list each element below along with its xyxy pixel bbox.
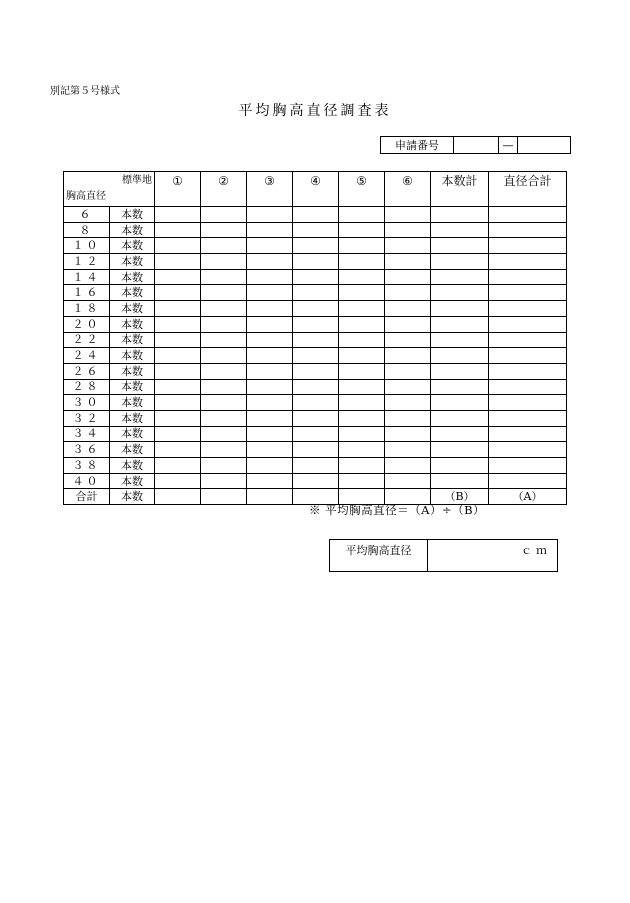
plot-4-entry-cell[interactable] bbox=[293, 301, 339, 317]
plot-6-entry-cell[interactable] bbox=[385, 395, 431, 411]
diameter-total-cell[interactable] bbox=[489, 442, 567, 458]
form-label: 別記第５号様式 bbox=[50, 86, 120, 97]
diameter-total-cell[interactable] bbox=[489, 426, 567, 442]
plot-5-entry-cell[interactable] bbox=[339, 332, 385, 348]
plot-4-entry-cell[interactable] bbox=[293, 254, 339, 270]
unit-cell: 本数 bbox=[110, 316, 155, 332]
plot-2-entry-cell[interactable] bbox=[201, 316, 247, 332]
table-row bbox=[64, 238, 567, 254]
plot-4-entry-cell[interactable] bbox=[293, 316, 339, 332]
diameter-total-cell[interactable] bbox=[489, 363, 567, 379]
plot-1-entry-cell[interactable] bbox=[155, 332, 201, 348]
plot-3-entry-cell[interactable] bbox=[247, 316, 293, 332]
unit-cell: 本数 bbox=[110, 301, 155, 317]
plot-6-entry-cell[interactable] bbox=[385, 222, 431, 238]
plot-5-entry-cell[interactable] bbox=[339, 458, 385, 474]
plot-5-entry-cell[interactable] bbox=[339, 207, 385, 223]
diameter-total-cell[interactable] bbox=[489, 301, 567, 317]
plot-1-entry-cell[interactable] bbox=[155, 442, 201, 458]
plot-6-entry-cell[interactable] bbox=[385, 379, 431, 395]
average-diameter-field[interactable] bbox=[428, 540, 558, 572]
plot-3-entry-cell[interactable] bbox=[247, 238, 293, 254]
plot-2-entry-cell[interactable] bbox=[201, 395, 247, 411]
table-row bbox=[64, 285, 567, 301]
table-row bbox=[64, 316, 567, 332]
plot-3-entry-cell[interactable] bbox=[247, 207, 293, 223]
plot-5-entry-cell[interactable] bbox=[339, 395, 385, 411]
plot-5-entry-cell[interactable] bbox=[339, 238, 385, 254]
application-number-box bbox=[380, 136, 571, 154]
plot-4-entry-cell[interactable] bbox=[293, 426, 339, 442]
plot-3-entry-cell[interactable] bbox=[247, 426, 293, 442]
plot-1-entry-cell[interactable] bbox=[155, 426, 201, 442]
corner-header-diameter: 胸高直径 bbox=[66, 191, 106, 202]
count-total-cell[interactable] bbox=[431, 458, 489, 474]
diameter-total-cell[interactable] bbox=[489, 332, 567, 348]
unit-cell: 本数 bbox=[110, 285, 155, 301]
diameter-cell: ３８ bbox=[64, 458, 110, 474]
plot-4-entry-cell[interactable] bbox=[293, 410, 339, 426]
plot-2-entry-cell[interactable] bbox=[201, 473, 247, 489]
diameter-total-cell[interactable] bbox=[489, 473, 567, 489]
count-total-cell[interactable] bbox=[431, 316, 489, 332]
application-number-field-2[interactable] bbox=[518, 137, 571, 154]
unit-cell: 本数 bbox=[110, 348, 155, 364]
corner-header-plot: 標準地 bbox=[122, 175, 152, 186]
diameter-cell: １４ bbox=[64, 269, 110, 285]
plot-header-4: ④ bbox=[293, 172, 339, 207]
plot-5-entry-cell[interactable] bbox=[339, 285, 385, 301]
plot-2-entry-cell[interactable] bbox=[201, 285, 247, 301]
plot-1-entry-cell[interactable] bbox=[155, 348, 201, 364]
count-grand-total-cell: （B） bbox=[431, 489, 489, 505]
table-row bbox=[64, 207, 567, 223]
count-total-cell[interactable] bbox=[431, 410, 489, 426]
unit-cell: 本数 bbox=[110, 458, 155, 474]
plot-2-entry-cell[interactable] bbox=[201, 269, 247, 285]
plot-6-entry-cell[interactable] bbox=[385, 285, 431, 301]
unit-cell: 本数 bbox=[110, 473, 155, 489]
diameter-total-cell[interactable] bbox=[489, 238, 567, 254]
plot-2-entry-cell[interactable] bbox=[201, 207, 247, 223]
plot-4-entry-cell[interactable] bbox=[293, 222, 339, 238]
table-row bbox=[64, 348, 567, 364]
unit-cell: 本数 bbox=[110, 269, 155, 285]
count-total-cell[interactable] bbox=[431, 363, 489, 379]
diameter-total-cell[interactable] bbox=[489, 316, 567, 332]
plot-5-entry-cell[interactable] bbox=[339, 222, 385, 238]
diameter-total-cell[interactable] bbox=[489, 379, 567, 395]
table-row bbox=[64, 473, 567, 489]
diameter-total-cell[interactable] bbox=[489, 269, 567, 285]
diameter-cell: １８ bbox=[64, 301, 110, 317]
unit-cell: 本数 bbox=[110, 207, 155, 223]
plot-4-entry-cell[interactable] bbox=[293, 348, 339, 364]
count-total-cell[interactable] bbox=[431, 442, 489, 458]
count-total-cell[interactable] bbox=[431, 222, 489, 238]
plot-2-entry-cell[interactable] bbox=[201, 301, 247, 317]
plot-3-entry-cell[interactable] bbox=[247, 442, 293, 458]
count-total-cell[interactable] bbox=[431, 332, 489, 348]
plot-6-entry-cell[interactable] bbox=[385, 473, 431, 489]
diameter-cell: ２２ bbox=[64, 332, 110, 348]
diameter-cell: ３０ bbox=[64, 395, 110, 411]
diameter-total-cell[interactable] bbox=[489, 285, 567, 301]
plot-header-2: ② bbox=[201, 172, 247, 207]
plot-3-entry-cell[interactable] bbox=[247, 458, 293, 474]
document-title: 平均胸高直径調査表 bbox=[238, 103, 392, 119]
diameter-cell: １２ bbox=[64, 254, 110, 270]
table-row bbox=[64, 254, 567, 270]
unit-cell: 本数 bbox=[110, 426, 155, 442]
plot-header-6: ⑥ bbox=[385, 172, 431, 207]
diameter-cell: ８ bbox=[64, 222, 110, 238]
plot-1-total-cell[interactable] bbox=[155, 489, 201, 505]
plot-5-entry-cell[interactable] bbox=[339, 473, 385, 489]
plot-2-entry-cell[interactable] bbox=[201, 458, 247, 474]
plot-2-entry-cell[interactable] bbox=[201, 238, 247, 254]
diameter-cell: ６ bbox=[64, 207, 110, 223]
plot-5-entry-cell[interactable] bbox=[339, 348, 385, 364]
plot-4-entry-cell[interactable] bbox=[293, 332, 339, 348]
table-row bbox=[64, 379, 567, 395]
plot-1-entry-cell[interactable] bbox=[155, 301, 201, 317]
plot-5-entry-cell[interactable] bbox=[339, 410, 385, 426]
diameter-cell: １０ bbox=[64, 238, 110, 254]
table-row bbox=[64, 442, 567, 458]
diameter-cell: ２８ bbox=[64, 379, 110, 395]
plot-2-entry-cell[interactable] bbox=[201, 222, 247, 238]
diameter-cell: ２６ bbox=[64, 363, 110, 379]
plot-5-entry-cell[interactable] bbox=[339, 363, 385, 379]
table-row bbox=[64, 395, 567, 411]
count-total-cell[interactable] bbox=[431, 269, 489, 285]
plot-4-entry-cell[interactable] bbox=[293, 207, 339, 223]
count-total-cell[interactable] bbox=[431, 301, 489, 317]
total-label-cell: 合計 bbox=[64, 489, 110, 505]
count-total-cell[interactable] bbox=[431, 395, 489, 411]
diameter-cell: ３６ bbox=[64, 442, 110, 458]
plot-3-entry-cell[interactable] bbox=[247, 348, 293, 364]
plot-6-entry-cell[interactable] bbox=[385, 363, 431, 379]
unit-cell: 本数 bbox=[110, 363, 155, 379]
count-total-cell[interactable] bbox=[431, 238, 489, 254]
count-total-cell[interactable] bbox=[431, 207, 489, 223]
plot-6-entry-cell[interactable] bbox=[385, 207, 431, 223]
count-total-cell[interactable] bbox=[431, 379, 489, 395]
plot-5-entry-cell[interactable] bbox=[339, 316, 385, 332]
plot-6-entry-cell[interactable] bbox=[385, 254, 431, 270]
diameter-cell: ３４ bbox=[64, 426, 110, 442]
plot-4-entry-cell[interactable] bbox=[293, 238, 339, 254]
plot-4-entry-cell[interactable] bbox=[293, 285, 339, 301]
unit-cell: 本数 bbox=[110, 410, 155, 426]
plot-2-entry-cell[interactable] bbox=[201, 348, 247, 364]
unit-cell: 本数 bbox=[110, 238, 155, 254]
plot-5-entry-cell[interactable] bbox=[339, 254, 385, 270]
diameter-cell: ２４ bbox=[64, 348, 110, 364]
plot-5-entry-cell[interactable] bbox=[339, 269, 385, 285]
plot-4-entry-cell[interactable] bbox=[293, 395, 339, 411]
plot-6-entry-cell[interactable] bbox=[385, 410, 431, 426]
table-row bbox=[64, 426, 567, 442]
average-diameter-label: 平均胸高直径 bbox=[330, 540, 428, 572]
application-number-dash: — bbox=[499, 137, 518, 154]
plot-6-entry-cell[interactable] bbox=[385, 348, 431, 364]
table-header-row bbox=[64, 172, 567, 207]
plot-2-entry-cell[interactable] bbox=[201, 410, 247, 426]
count-total-cell[interactable] bbox=[431, 426, 489, 442]
count-total-header: 本数計 bbox=[431, 172, 489, 207]
diameter-total-cell[interactable] bbox=[489, 410, 567, 426]
unit-cell: 本数 bbox=[110, 395, 155, 411]
plot-4-entry-cell[interactable] bbox=[293, 269, 339, 285]
diameter-cell: ４０ bbox=[64, 473, 110, 489]
diameter-cell: １６ bbox=[64, 285, 110, 301]
table-row bbox=[64, 269, 567, 285]
plot-header-5: ⑤ bbox=[339, 172, 385, 207]
plot-2-entry-cell[interactable] bbox=[201, 363, 247, 379]
plot-1-entry-cell[interactable] bbox=[155, 410, 201, 426]
plot-3-entry-cell[interactable] bbox=[247, 410, 293, 426]
survey-table bbox=[63, 171, 567, 505]
plot-3-entry-cell[interactable] bbox=[247, 363, 293, 379]
plot-1-entry-cell[interactable] bbox=[155, 363, 201, 379]
plot-1-entry-cell[interactable] bbox=[155, 254, 201, 270]
corner-header-cell bbox=[64, 172, 155, 207]
count-total-cell[interactable] bbox=[431, 348, 489, 364]
plot-4-entry-cell[interactable] bbox=[293, 442, 339, 458]
unit-cell: 本数 bbox=[110, 442, 155, 458]
count-total-cell[interactable] bbox=[431, 254, 489, 270]
plot-2-total-cell[interactable] bbox=[201, 489, 247, 505]
diameter-total-cell[interactable] bbox=[489, 348, 567, 364]
plot-6-entry-cell[interactable] bbox=[385, 238, 431, 254]
plot-2-entry-cell[interactable] bbox=[201, 254, 247, 270]
plot-1-entry-cell[interactable] bbox=[155, 379, 201, 395]
plot-4-entry-cell[interactable] bbox=[293, 458, 339, 474]
table-row bbox=[64, 410, 567, 426]
plot-3-entry-cell[interactable] bbox=[247, 301, 293, 317]
plot-6-entry-cell[interactable] bbox=[385, 458, 431, 474]
plot-5-entry-cell[interactable] bbox=[339, 301, 385, 317]
plot-1-entry-cell[interactable] bbox=[155, 395, 201, 411]
plot-4-entry-cell[interactable] bbox=[293, 473, 339, 489]
application-number-label: 申請番号 bbox=[381, 137, 454, 154]
table-row bbox=[64, 458, 567, 474]
plot-1-entry-cell[interactable] bbox=[155, 285, 201, 301]
count-total-cell[interactable] bbox=[431, 473, 489, 489]
average-formula: ※ 平均胸高直径＝（A）÷（B） bbox=[309, 503, 486, 517]
unit-cell: 本数 bbox=[110, 379, 155, 395]
plot-3-entry-cell[interactable] bbox=[247, 332, 293, 348]
plot-6-entry-cell[interactable] bbox=[385, 332, 431, 348]
unit-cell: 本数 bbox=[110, 254, 155, 270]
diameter-grand-total-cell: （A） bbox=[489, 489, 567, 505]
plot-6-entry-cell[interactable] bbox=[385, 426, 431, 442]
diameter-total-cell[interactable] bbox=[489, 395, 567, 411]
average-diameter-unit: ｃｍ bbox=[521, 544, 551, 557]
table-row bbox=[64, 301, 567, 317]
plot-1-entry-cell[interactable] bbox=[155, 222, 201, 238]
plot-2-entry-cell[interactable] bbox=[201, 442, 247, 458]
unit-cell: 本数 bbox=[110, 332, 155, 348]
plot-2-entry-cell[interactable] bbox=[201, 332, 247, 348]
plot-6-entry-cell[interactable] bbox=[385, 269, 431, 285]
plot-1-entry-cell[interactable] bbox=[155, 207, 201, 223]
plot-2-entry-cell[interactable] bbox=[201, 426, 247, 442]
table-row bbox=[64, 222, 567, 238]
count-total-cell[interactable] bbox=[431, 285, 489, 301]
plot-1-entry-cell[interactable] bbox=[155, 458, 201, 474]
unit-cell: 本数 bbox=[110, 222, 155, 238]
plot-3-entry-cell[interactable] bbox=[247, 269, 293, 285]
table-row bbox=[64, 332, 567, 348]
plot-header-1: ① bbox=[155, 172, 201, 207]
plot-header-3: ③ bbox=[247, 172, 293, 207]
plot-6-entry-cell[interactable] bbox=[385, 442, 431, 458]
plot-3-entry-cell[interactable] bbox=[247, 395, 293, 411]
plot-3-total-cell[interactable] bbox=[247, 489, 293, 505]
plot-4-entry-cell[interactable] bbox=[293, 379, 339, 395]
plot-3-entry-cell[interactable] bbox=[247, 254, 293, 270]
plot-3-entry-cell[interactable] bbox=[247, 379, 293, 395]
average-diameter-box bbox=[329, 539, 558, 572]
plot-3-entry-cell[interactable] bbox=[247, 222, 293, 238]
plot-4-entry-cell[interactable] bbox=[293, 363, 339, 379]
plot-1-entry-cell[interactable] bbox=[155, 269, 201, 285]
diameter-cell: ２０ bbox=[64, 316, 110, 332]
diameter-total-cell[interactable] bbox=[489, 222, 567, 238]
application-number-field-1[interactable] bbox=[454, 137, 499, 154]
plot-5-entry-cell[interactable] bbox=[339, 426, 385, 442]
plot-6-entry-cell[interactable] bbox=[385, 316, 431, 332]
plot-1-entry-cell[interactable] bbox=[155, 238, 201, 254]
diameter-total-header: 直径合計 bbox=[489, 172, 567, 207]
plot-2-entry-cell[interactable] bbox=[201, 379, 247, 395]
plot-1-entry-cell[interactable] bbox=[155, 473, 201, 489]
plot-5-entry-cell[interactable] bbox=[339, 379, 385, 395]
plot-6-entry-cell[interactable] bbox=[385, 301, 431, 317]
diameter-total-cell[interactable] bbox=[489, 254, 567, 270]
total-unit-cell: 本数 bbox=[110, 489, 155, 505]
plot-5-entry-cell[interactable] bbox=[339, 442, 385, 458]
table-row bbox=[64, 363, 567, 379]
plot-1-entry-cell[interactable] bbox=[155, 316, 201, 332]
diameter-total-cell[interactable] bbox=[489, 207, 567, 223]
diameter-total-cell[interactable] bbox=[489, 458, 567, 474]
plot-3-entry-cell[interactable] bbox=[247, 473, 293, 489]
diameter-cell: ３２ bbox=[64, 410, 110, 426]
plot-3-entry-cell[interactable] bbox=[247, 285, 293, 301]
